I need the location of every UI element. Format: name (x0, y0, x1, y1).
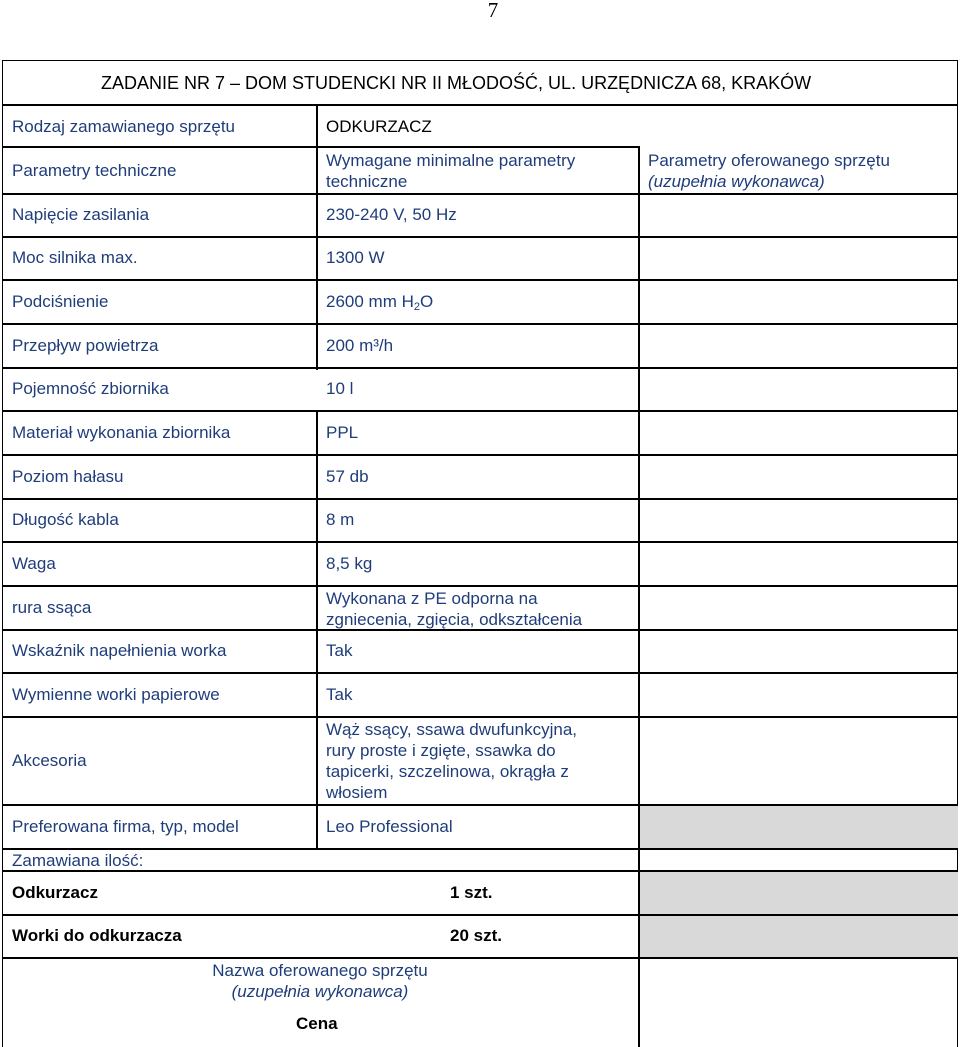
divider (2, 104, 958, 106)
value-tail: O (420, 292, 434, 311)
row-label: Moc silnika max. (12, 248, 138, 267)
price-label: Cena (296, 1014, 338, 1033)
order-item-name: Worki do odkurzacza (12, 926, 182, 945)
row-label: Wskaźnik napełnienia worka (12, 641, 227, 660)
column-divider (638, 957, 640, 1047)
column-divider (316, 104, 318, 370)
divider (2, 914, 958, 916)
divider (2, 672, 958, 674)
row-label: Poziom hałasu (12, 467, 124, 486)
row-value: 230-240 V, 50 Hz (326, 205, 457, 224)
offered-name-header (190, 960, 450, 1002)
order-item-qty: 1 szt. (450, 883, 493, 902)
required-params-header (326, 150, 575, 192)
divider (2, 870, 958, 872)
required-params-line2: techniczne (326, 172, 408, 191)
offered-name-line2: (uzupełnia wykonawca) (231, 982, 409, 1001)
column-divider (316, 410, 318, 848)
row-value-multiline (326, 588, 582, 630)
value-line: Wąż ssący, ssawa dwufunkcyjna, (326, 720, 577, 739)
divider (2, 323, 958, 325)
column-divider (638, 146, 640, 957)
value-subscript: 2 (413, 301, 420, 313)
row-value-underpressure (326, 291, 433, 312)
row-value: Tak (326, 641, 353, 660)
value-main: 2600 mm H (326, 292, 414, 311)
row-value: Tak (326, 685, 353, 704)
order-item-qty: 20 szt. (450, 926, 502, 945)
divider (2, 957, 958, 959)
divider (2, 585, 958, 587)
gray-cell-preferred (638, 804, 958, 848)
divider (2, 193, 958, 195)
gray-cell-order-2 (638, 914, 958, 958)
row-label: Pojemność zbiornika (12, 379, 169, 398)
required-params-line1: Wymagane minimalne parametry (326, 151, 576, 170)
divider (2, 541, 958, 543)
value-line: zgniecenia, zgięcia, odkształcenia (326, 610, 583, 629)
row-label: Przepływ powietrza (12, 336, 159, 355)
equipment-type-value: ODKURZACZ (326, 117, 432, 136)
order-label: Zamawiana ilość: (12, 851, 144, 870)
row-label: rura ssąca (12, 598, 92, 617)
offered-params-line2: (uzupełnia wykonawca) (648, 172, 825, 191)
offered-name-line1: Nazwa oferowanego sprzętu (212, 961, 428, 980)
divider (2, 454, 958, 456)
row-value: 200 m³/h (326, 336, 394, 355)
row-value-multiline (326, 719, 577, 803)
row-label: Podciśnienie (12, 292, 109, 311)
row-label: Długość kabla (12, 510, 119, 529)
value-line: rury proste i zgięte, ssawka do (326, 741, 556, 760)
divider (2, 367, 958, 369)
divider (2, 716, 958, 718)
value-line: włosiem (326, 783, 388, 802)
value-line: tapicerki, szczelinowa, okrągła z (326, 762, 569, 781)
divider (2, 498, 958, 500)
row-value: PPL (326, 423, 359, 442)
divider (2, 804, 958, 806)
divider (2, 146, 638, 148)
row-value: 1300 W (326, 248, 385, 267)
row-label: Materiał wykonania zbiornika (12, 423, 231, 442)
order-item-name: Odkurzacz (12, 883, 98, 902)
gray-cell-order-1 (638, 870, 958, 914)
row-label: Wymienne worki papierowe (12, 685, 220, 704)
row-label: Akcesoria (12, 751, 87, 770)
row-value: 10 l (326, 379, 354, 398)
divider (2, 848, 958, 850)
row-value: 8 m (326, 510, 355, 529)
page-title: ZADANIE NR 7 – DOM STUDENCKI NR II MŁODOŚĆ, UL. URZĘDNICZA 68, KRAKÓW (101, 73, 812, 93)
divider (2, 410, 958, 412)
row-value: 57 db (326, 467, 369, 486)
value-line: Wykonana z PE odporna na (326, 589, 538, 608)
page-number: 7 (487, 0, 499, 22)
row-label: Waga (12, 554, 56, 573)
divider (2, 236, 958, 238)
equipment-type-label: Rodzaj zamawianego sprzętu (12, 117, 236, 136)
preferred-label: Preferowana firma, typ, model (12, 817, 239, 836)
preferred-value: Leo Professional (326, 817, 453, 836)
divider (2, 279, 958, 281)
row-value: 8,5 kg (326, 554, 373, 573)
tech-params-label: Parametry techniczne (12, 161, 177, 180)
offered-params-line1: Parametry oferowanego sprzętu (648, 151, 890, 170)
offered-params-header (648, 150, 890, 192)
row-label: Napięcie zasilania (12, 205, 150, 224)
